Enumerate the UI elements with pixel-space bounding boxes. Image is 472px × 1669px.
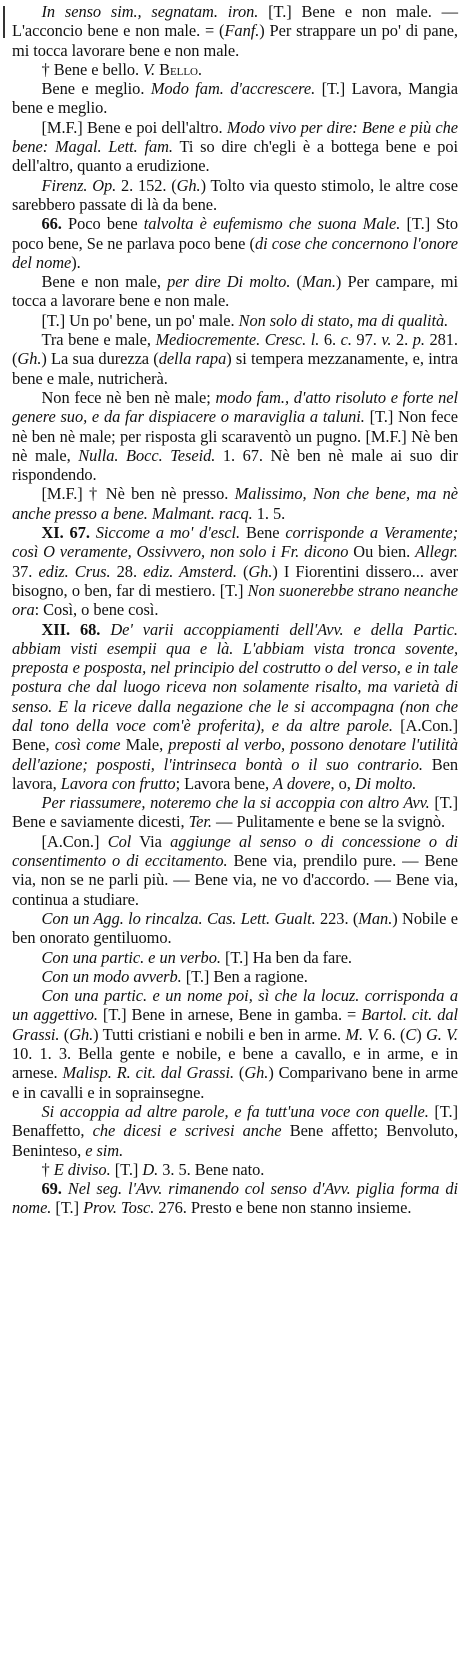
text-run: ): [416, 1024, 426, 1044]
italic-text: Nel seg. l'Avv. rimanendo col senso d'Avv. piglia forma di nome.: [12, 1179, 458, 1218]
text-run: Tra bene e male,: [41, 330, 156, 350]
italic-text: che dicesi e scrivesi anche: [92, 1121, 282, 1141]
entry-paragraph: [12, 330, 458, 388]
text-run: Bene e non male,: [41, 272, 168, 292]
italic-text: E diviso.: [53, 1159, 111, 1179]
text-run: 1. 5.: [252, 503, 286, 523]
text-run: †: [41, 1159, 54, 1179]
text-run: — Pulitamente e bene se la svignò.: [211, 812, 446, 832]
text-run: [T.] Ben a ragione.: [181, 966, 308, 986]
entry-paragraph: [12, 311, 458, 330]
text-run: [M.F.] † Nè ben nè presso.: [41, 484, 235, 504]
italic-text: Gh.: [248, 561, 273, 581]
italic-text: Con un Agg. lo rincalza. Cas. Lett. Gualt.: [41, 908, 316, 928]
italic-text: De' varii accoppiamenti dell'Avv. e della Partic. abbiam visti esempii qua e là. L'abbiam vista tronca sovente, preposta e posposta, nel principio del costrutto o del verso, e in tale postura che dal luogo riceva non solamente risalto, ma varietà di senso. E la riceve dalla negazione che le si accompagna (non che dal tono della voce com'è proferita), e da altre parole.: [12, 619, 458, 735]
entry-paragraph: [12, 214, 458, 272]
italic-text: talvolta è eufemismo che suona Male.: [143, 214, 401, 234]
italic-text: Si accoppia ad altre parole, e fa tutt'una voce con quelle.: [41, 1101, 429, 1121]
text-run: ) I Fiorentini dissero... aver bisogno, o ben, far di mestiero. [T.]: [12, 561, 458, 600]
entry-paragraph: [12, 272, 458, 311]
italic-text: Man.: [301, 272, 336, 292]
text-run: Bene affetto; Benvoluto, Beninteso,: [12, 1121, 458, 1160]
italic-text: Per riassumere, noteremo che la si accoppia con altro Avv.: [41, 793, 430, 813]
text-run: 97.: [351, 330, 382, 350]
italic-text: Non solo di stato, ma di qualità.: [238, 310, 449, 330]
italic-text: Prov. Tosc.: [83, 1198, 155, 1218]
text-run: Bene: [240, 523, 286, 543]
text-run: ) Tolto via questo stimolo, le altre cose sarebbero passate di là da bene.: [12, 175, 458, 214]
italic-text: Gh.: [69, 1024, 94, 1044]
text-run: 37.: [12, 561, 39, 581]
text-run: ) si tempera mezzanamente, e, intra bene e male, nutricherà.: [12, 349, 458, 388]
italic-text: Gh.: [17, 349, 42, 369]
text-run: ) Per campare, mi tocca a lavorare bene e non male.: [12, 272, 458, 311]
text-run: [T.] Lavora, Mangia bene e meglio.: [12, 79, 458, 118]
text-run: † Bene e bello.: [41, 59, 144, 79]
section-number: 66.: [41, 214, 62, 234]
text-run: : Così, o bene così.: [34, 600, 159, 620]
italic-text: Modo fam. d'accrescere.: [150, 79, 316, 99]
text-run: 3. 5. Bene nato.: [158, 1159, 265, 1179]
italic-text: M. V.: [345, 1024, 380, 1044]
italic-text: così come: [54, 735, 121, 755]
text-run: 2.: [391, 330, 413, 350]
italic-text: p.: [412, 330, 425, 350]
text-run: Poco bene: [61, 214, 144, 234]
italic-text: Siccome a mo' d'escl.: [95, 523, 241, 543]
text-run: Bene e meglio.: [41, 79, 151, 99]
entry-paragraph: [12, 948, 458, 967]
entry-paragraph: [12, 2, 458, 60]
entry-paragraph: [12, 388, 458, 484]
text-run: [T.] Non fece nè ben nè male; per risposta gli scaraventò un pugno. [M.F.] Nè ben nè male,: [12, 407, 458, 465]
entry-paragraph: [12, 176, 458, 215]
dictionary-page: [12, 2, 458, 1218]
entry-paragraph: [12, 967, 458, 986]
text-run: 6. (: [379, 1024, 406, 1044]
text-run: 2. 152. (: [116, 175, 177, 195]
margin-rule: [3, 6, 5, 38]
text-run: 6.: [319, 330, 341, 350]
text-run: 223. (: [315, 908, 359, 928]
entry-paragraph: [12, 523, 458, 619]
text-run: [T.] Bene e saviamente dicesti,: [12, 793, 458, 832]
text-run: 281. (: [12, 330, 458, 369]
text-run: Ti so dire ch'egli è a bottega bene e poi dell'altro, quanto a erudizione.: [12, 137, 458, 176]
entry-paragraph: [12, 793, 458, 832]
text-run: [M.F.] Bene e poi dell'altro.: [41, 117, 227, 137]
italic-text: Con un modo avverb.: [41, 966, 182, 986]
text-run: [T.] Bene in arnese, Bene in gamba. =: [97, 1005, 362, 1025]
italic-text: Fanf.: [224, 21, 260, 41]
italic-text: Ter.: [188, 812, 212, 832]
italic-text: Bartol. cit. dal Grassi.: [12, 1005, 459, 1044]
text-run: [T.]: [110, 1159, 143, 1179]
entry-paragraph: [12, 1160, 458, 1179]
entry-paragraph: [12, 1102, 458, 1160]
italic-text: Con una partic. e un nome poi, sì che la locuz. corrisponda a un aggettivo.: [12, 986, 458, 1025]
text-run: ; Lavora bene,: [175, 773, 274, 793]
text-run: ).: [71, 252, 81, 272]
text-run: (: [234, 1063, 245, 1083]
text-run: [T.] Sto poco bene, Se ne parlava poco bene (: [12, 214, 459, 253]
text-run: Non fece nè ben nè male;: [41, 387, 216, 407]
entry-paragraph: [12, 620, 458, 794]
italic-text: Col: [107, 831, 132, 851]
text-run: [T.] Bene e non male. — L'acconcio bene e non male. = (: [12, 2, 458, 41]
italic-text: modo fam., d'atto risoluto e forte nel genere suo, e da far dispiacere o maraviglia a taluni.: [12, 387, 458, 427]
text-run: , o,: [330, 773, 355, 793]
italic-text: Malissimo, Non che bene, ma nè anche presso a bene. Malmant. racq.: [12, 484, 458, 523]
text-run: [T.] Ha ben da fare.: [220, 947, 352, 967]
text-run: (: [236, 561, 249, 581]
italic-text: Mediocremente. Cresc. l.: [155, 330, 320, 350]
italic-text: aggiunge al senso o di concessione o di consentimento o di eccitamento.: [12, 831, 458, 871]
italic-text: preposti al verbo, possono denotare l'utilità dell'azione; posposti, l'intrinseca bontà o il suo contrario.: [12, 735, 458, 774]
entry-paragraph: [12, 79, 458, 118]
text-run: Male,: [120, 735, 169, 755]
italic-text: Gh.: [244, 1063, 269, 1083]
italic-text: Man.: [358, 908, 393, 928]
italic-text: Nulla. Bocc. Teseid.: [78, 445, 216, 465]
text-run: ) Nobile e ben onorato gentiluomo.: [12, 908, 458, 948]
text-run: 1. 67. Nè ben nè male ai suo dir rispondendo.: [12, 445, 459, 485]
text-run: ) Comparivano bene in arme e in cavalli e in soprainsegne.: [12, 1063, 459, 1102]
text-run: 28.: [110, 561, 144, 581]
italic-text: Con una partic. e un verbo.: [41, 947, 221, 967]
text-run: [T.] Un po' bene, un po' male.: [41, 310, 239, 330]
text-run: [A.Con.]: [41, 831, 108, 851]
text-run: (: [59, 1024, 70, 1044]
section-number: 69.: [41, 1179, 62, 1199]
entry-paragraph: [12, 1179, 458, 1218]
text-run: ) La sua durezza (: [41, 349, 159, 369]
text-run: (: [290, 272, 302, 292]
text-run: [T.] Benaffetto,: [12, 1101, 458, 1141]
text-run: Ou bien.: [348, 542, 416, 562]
entry-paragraph: [12, 909, 458, 948]
italic-text: D.: [142, 1159, 159, 1179]
text-run: Via: [131, 831, 171, 851]
text-run: ) Per strappare un po' di pane, mi tocca lavorare bene e non male.: [12, 21, 458, 60]
text-run: Bello.: [155, 59, 202, 79]
entry-paragraph: [12, 118, 458, 176]
section-number: XII. 68.: [41, 619, 101, 639]
italic-text: V.: [143, 59, 156, 79]
italic-text: Allegr.: [415, 542, 458, 562]
italic-text: ediz. Crus.: [38, 561, 111, 581]
text-run: Ben lavora,: [12, 754, 458, 793]
text-run: [T.]: [51, 1198, 84, 1218]
italic-text: In senso sim., segnatam. iron.: [41, 2, 259, 21]
italic-text: Firenz. Op.: [41, 175, 117, 195]
italic-text: Di molto.: [354, 773, 417, 793]
italic-text: Modo vivo per dire: Bene e più che bene: Magal. Lett. fam.: [12, 117, 458, 157]
italic-text: della rapa: [158, 349, 227, 369]
italic-text: A dovere: [273, 773, 331, 793]
text-run: 276. Presto e bene non stanno insieme.: [154, 1198, 412, 1218]
italic-text: di cose che concernono l'onore del nome: [12, 233, 458, 272]
italic-text: corrisponde a Veramente; così O veramente, Ossivvero, non solo i Fr. dicono: [12, 523, 458, 562]
text-run: [100, 620, 110, 639]
entry-paragraph: [12, 484, 458, 523]
text-run: 10. 1. 3. Bella gente e nobile, e bene a cavallo, e in arme, e in arnese.: [12, 1044, 458, 1083]
entry-paragraph: [12, 986, 458, 1102]
italic-text: c.: [340, 330, 352, 350]
italic-text: Gh.: [176, 175, 201, 195]
italic-text: per dire Di molto.: [167, 272, 291, 292]
italic-text: Lavora con frutto: [60, 773, 176, 793]
italic-text: C: [405, 1024, 417, 1044]
italic-text: G. V.: [425, 1024, 458, 1044]
italic-text: ediz. Amsterd.: [143, 561, 237, 581]
section-number: XI. 67.: [41, 523, 90, 543]
entry-paragraph: [12, 60, 458, 79]
text-run: Bene via, prendilo pure. — Bene via, non se ne parli più. — Bene via, ne vo d'accordo. — Bene via, continua a studiare.: [12, 851, 458, 909]
text-run: ) Tutti cristiani e nobili e ben in arme.: [93, 1024, 346, 1044]
italic-text: e sim.: [85, 1140, 124, 1160]
italic-text: Non suonerebbe strano neanche ora: [12, 580, 458, 620]
italic-text: Malisp. R. cit. dal Grassi.: [62, 1063, 235, 1083]
entry-paragraph: [12, 832, 458, 909]
text-run: [A.Con.] Bene,: [12, 715, 458, 755]
italic-text: v.: [381, 330, 392, 350]
